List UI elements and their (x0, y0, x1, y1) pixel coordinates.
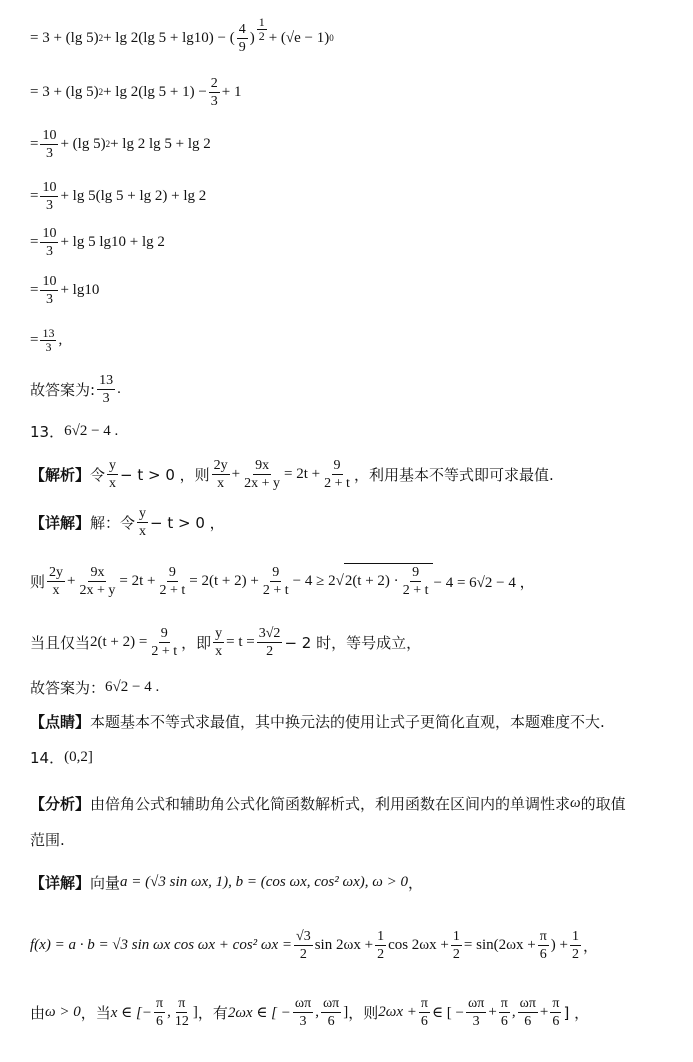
question-14-answer: 14． (0,2] (30, 748, 93, 767)
equation-line-5: = $\frac{10}{3}$ + lg 5 lg10 + lg 2 (30, 225, 165, 259)
equation-line-4: = $\frac{10}{3}$ + lg 5(lg 5 + lg 2) + lg 2 (30, 179, 207, 213)
analysis-14: 【分析】 由倍角公式和辅助角公式化简函数解析式，利用函数在区间内的单调性求 ω 的取值 (30, 794, 626, 813)
answer-13: 故答案为： 6√2 − 4 . (30, 678, 160, 697)
analysis-14-cont: 范围. (30, 830, 65, 849)
equation-line-7: = $\frac{13}{3}$ , (30, 325, 63, 354)
detail-14: 【详解】 向量 a = (√3 sin ωx, 1), b = (cos ωx, cos² ωx), ω > 0 ， (30, 873, 423, 892)
calculation-13: 则 $\frac{2y}{x}$ + $\frac{9x}{2x + y}$ = 2t + $\frac{9}{2 + t}$ = 2(t + 2) + $\frac{9}{2 + t}$ − 4 ≥ 2 √ 2(t + 2) · $\frac{9}{2 + t}$ − 4 = 6√2 − 4 ， (30, 564, 535, 598)
answer-12: 故答案为: $\frac{13}{3}$ . (30, 372, 121, 406)
detail-13: 【详解】 解：令 $\frac{y}{x}$ − t > 0 ， (30, 505, 225, 539)
question-13-answer: 13． 6√2 − 4 . (30, 422, 119, 441)
equality-condition-13: 当且仅当 2(t + 2) = $\frac{9}{2 + t}$ ，即 $\frac{y}{x}$ = t = $\frac{3√2}{2}$ − 2 时，等号成立， (30, 625, 422, 659)
equation-line-2: = 3 + (lg 5) 2 + lg 2(lg 5 + 1) − $\frac{2}{3}$ + 1 (30, 75, 242, 109)
equation-line-3: = $\frac{10}{3}$ + (lg 5) 2 + lg 2 lg 5 + lg 2 (30, 127, 211, 161)
analysis-13: 【解析】 令 $\frac{y}{x}$ − t > 0 ，则 $\frac{2y}{x}$ + $\frac{9x}{2x + y}$ = 2t + $\frac{9}{2 + t}$ ，利用基本不等式即可求最值. (30, 457, 554, 491)
monotonic-range-14: 由 ω > 0 ，当 x ∈ [− $\frac{\pi}{6}$ , $\frac{\pi}{12}$ ] ，有 2ωx ∈ [ − $\frac{\omega\pi}{3}$ , $\frac{\omega\pi}{6}$ ] ，则 2ωx + $\frac{\pi}{6}$ ∈ [ − $\frac{\omega\pi}{3}$ + $\frac{\pi}{6}$ , $\frac{\omega\pi}{6}$ + $\frac{\pi}{6}$ ] ， (30, 995, 590, 1029)
equation-line-6: = $\frac{10}{3}$ + lg10 (30, 273, 100, 307)
equation-line-1: = 3 + (lg 5) 2 + lg 2(lg 5 + lg10) − ( $\frac{4}{9}$ ) $\frac{1}{2}$ + (√e − 1) 0 (30, 15, 334, 55)
comment-13: 【点睛】 本题基本不等式求最值，其中换元法的使用让式子更简化直观，本题难度不大. (30, 712, 605, 731)
function-14: f(x) = a · b = √3 sin ωx cos ωx + cos² ωx = $\frac{√3}{2}$ sin 2ωx + $\frac{1}{2}$ cos 2ωx + $\frac{1}{2}$ = sin(2ωx + $\frac{\pi}{6}$ ) + $\frac{1}{2}$ ， (30, 928, 598, 962)
